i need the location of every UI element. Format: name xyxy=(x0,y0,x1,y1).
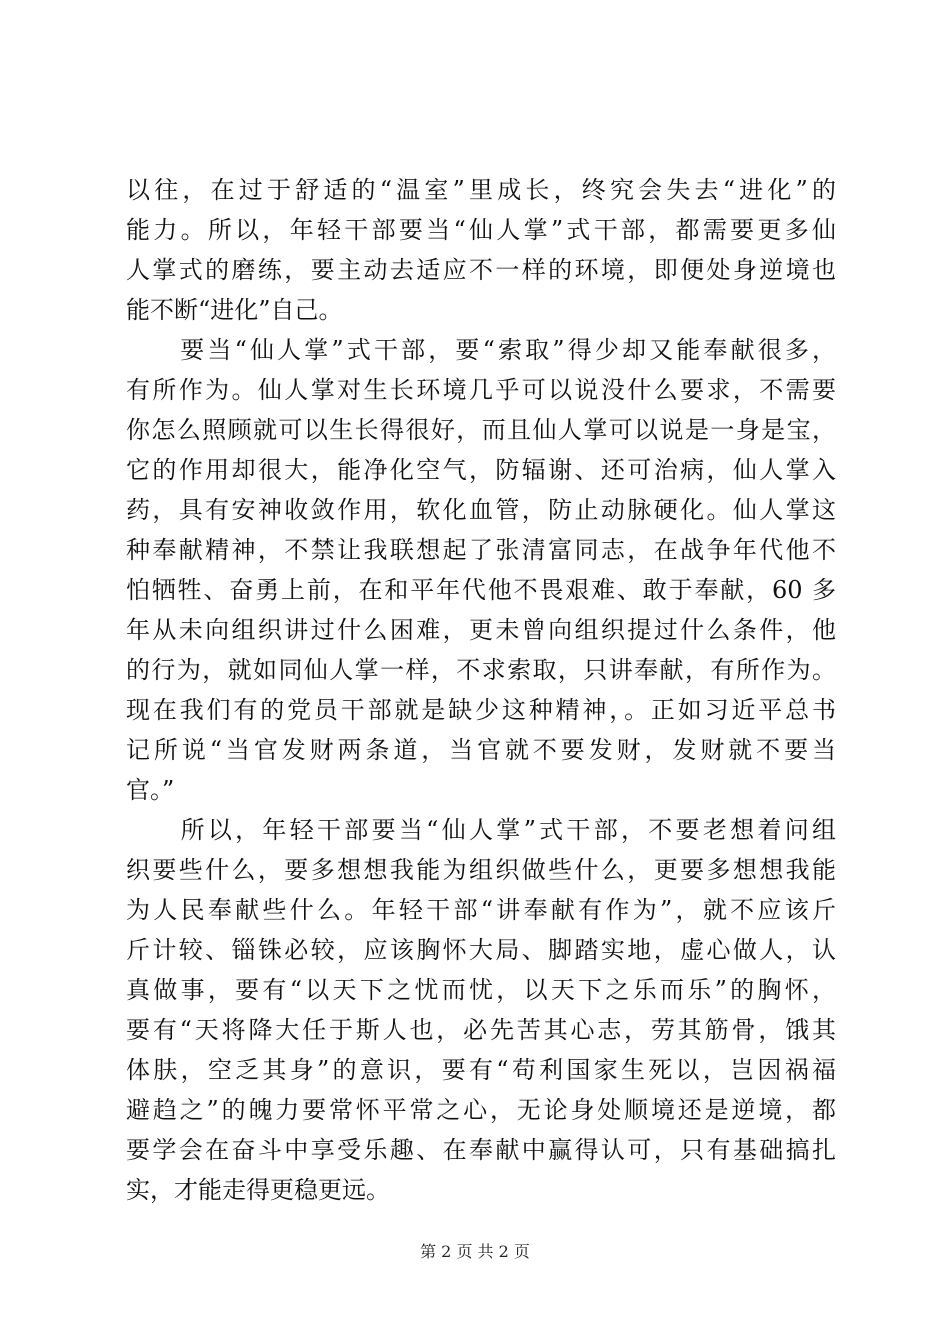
text-line: 现在我们有的党员干部就是缺少这种精神，。正如习近平总书 xyxy=(126,696,836,724)
text-line: 避趋之”的魄力要常怀平常之心，无论身处顺境还是逆境，都 xyxy=(126,1096,836,1124)
text-line: 要有“天将降大任于斯人也，必先苦其心志，劳其筋骨，饿其 xyxy=(126,1016,836,1044)
text-line: 所以，年轻干部要当“仙人掌”式干部，不要老想着问组 xyxy=(126,816,836,844)
text-line: 为人民奉献些什么。年轻干部“讲奉献有作为”，就不应该斤 xyxy=(126,896,836,924)
text-line: 能不断“进化”自己。 xyxy=(126,296,343,324)
text-line: 要学会在奋斗中享受乐趣、在奉献中赢得认可，只有基础搞扎 xyxy=(126,1136,836,1164)
text-line: 体肤，空乏其身”的意识，要有“苟利国家生死以，岂因祸福 xyxy=(126,1056,836,1084)
text-line: 怕牺牲、奋勇上前，在和平年代他不畏艰难、敢于奉献，60 多 xyxy=(126,576,836,604)
text-line: 有所作为。仙人掌对生长环境几乎可以说没什么要求，不需要 xyxy=(126,376,836,404)
text-line: 织要些什么，要多想想我能为组织做些什么，更要多想想我能 xyxy=(126,856,836,884)
text-line: 种奉献精神，不禁让我联想起了张清富同志，在战争年代他不 xyxy=(126,536,836,564)
text-line: 斤计较、锱铢必较，应该胸怀大局、脚踏实地，虚心做人，认 xyxy=(126,936,836,964)
text-line: 药，具有安神收敛作用，软化血管，防止动脉硬化。仙人掌这 xyxy=(126,496,836,524)
text-line: 的行为，就如同仙人掌一样，不求索取，只讲奉献，有所作为。 xyxy=(126,656,836,684)
text-line: 实，才能走得更稳更远。 xyxy=(126,1176,390,1204)
text-line: 能力。所以，年轻干部要当“仙人掌”式干部，都需要更多仙 xyxy=(126,216,836,244)
text-line: 记所说“当官发财两条道，当官就不要发财，发财就不要当 xyxy=(126,736,836,764)
text-line: 以往，在过于舒适的“温室”里成长，终究会失去“进化”的 xyxy=(126,176,836,204)
text-line: 它的作用却很大，能净化空气，防辐谢、还可治病，仙人掌入 xyxy=(126,456,836,484)
article-body xyxy=(126,170,836,1210)
text-line: 要当“仙人掌”式干部，要“索取”得少却又能奉献很多， xyxy=(126,336,836,364)
text-line: 官。” xyxy=(126,776,175,804)
text-line: 真做事，要有“以天下之忧而忧，以天下之乐而乐”的胸怀， xyxy=(126,976,836,1004)
text-line: 你怎么照顾就可以生长得很好，而且仙人掌可以说是一身是宝， xyxy=(126,416,836,444)
text-line: 人掌式的磨练，要主动去适应不一样的环境，即便处身逆境也 xyxy=(126,256,836,284)
text-line: 年从未向组织讲过什么困难，更未曾向组织提过什么条件，他 xyxy=(126,616,836,644)
page-number-footer: 第 2 页 共 2 页 xyxy=(420,1242,530,1261)
